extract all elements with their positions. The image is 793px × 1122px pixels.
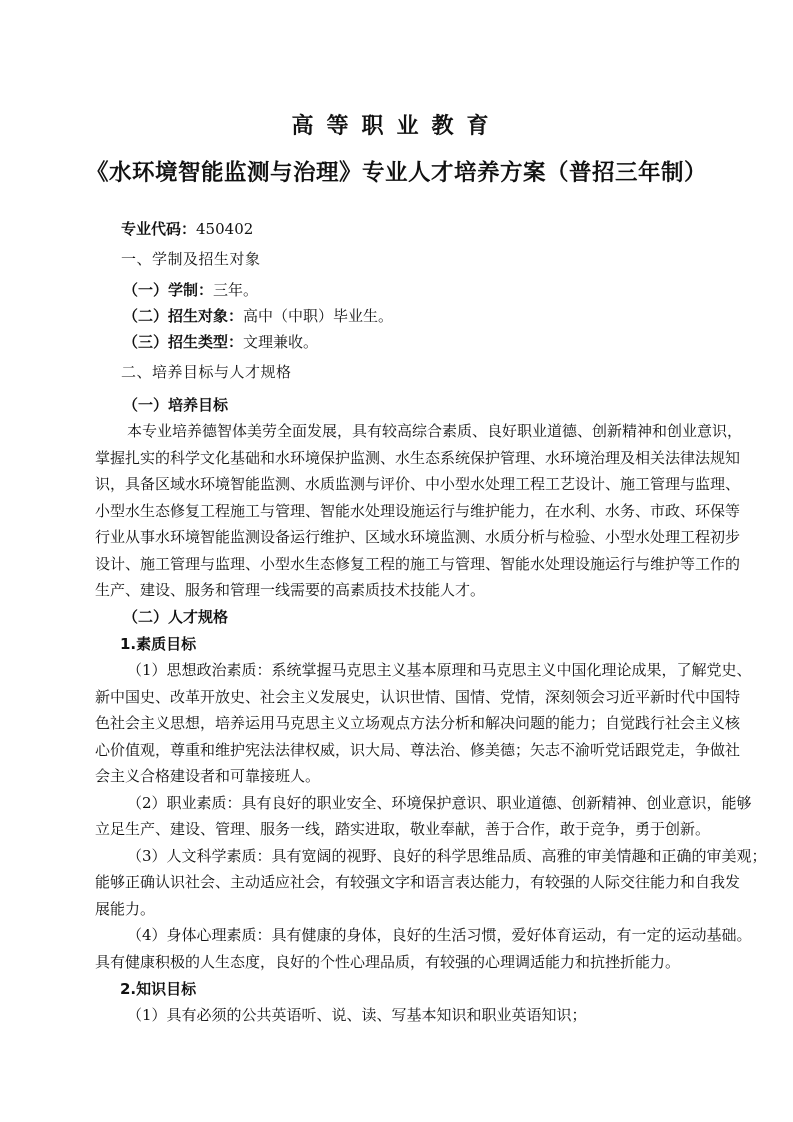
item-label: （二）招生对象：	[123, 307, 244, 325]
goal-line: 设计、施工管理与监理、小型水生态修复工程的施工与管理、智能水处理设施运行与维护等工作的	[95, 555, 741, 573]
quality-p2-line: 立足生产、建设、管理、服务一线，踏实进取，敬业奉献，善于合作，敢于竞争，勇于创新。	[95, 820, 711, 838]
quality-p2-line: （2）职业素质：具有良好的职业安全、环境保护意识、职业道德、创新精神、创业意识，能够	[127, 794, 752, 812]
item-value: 高中（中职）毕业生。	[243, 307, 394, 325]
item-value: 三年。	[213, 281, 259, 299]
goal-line: 本专业培养德智体美劳全面发展，具有较高综合素质、良好职业道德、创新精神和创业意识，	[127, 422, 743, 440]
quality-p1-line: （1）思想政治素质：系统掌握马克思主义基本原理和马克思主义中国化理论成果，了解党史、	[127, 661, 752, 679]
quality-p1-line: 色社会主义思想，培养运用马克思主义立场观点方法分析和解决问题的能力；自觉践行社会主义核	[95, 714, 741, 732]
quality-p1-line: 会主义合格建设者和可靠接班人。	[95, 767, 321, 785]
quality-p3-line: （3）人文科学素质：具有宽阔的视野、良好的科学思维品质、高雅的审美情趣和正确的审美观；	[127, 847, 767, 865]
section1-item-1	[123, 280, 258, 300]
item-value: 文理兼收。	[243, 333, 319, 351]
major-code	[121, 219, 253, 239]
quality-p4-line: 具有健康积极的人生态度，良好的个性心理品质，有较强的心理调适能力和抗挫折能力。	[95, 953, 681, 971]
header-title: 高等职业教育	[291, 114, 502, 139]
quality-p4-line: （4）身体心理素质：具有健康的身体，良好的生活习惯，爱好体育运动，有一定的运动基础。	[127, 926, 752, 944]
quality-p3-line: 展能力。	[95, 900, 156, 918]
quality-p3-line: 能够正确认识社会、主动适应社会，有较强文字和语言表达能力，有较强的人际交往能力和自我发	[95, 873, 741, 891]
talent-spec-heading: （二）人才规格	[123, 608, 229, 626]
goal-line: 小型水生态修复工程施工与管理、智能水处理设施运行与维护能力，在水利、水务、市政、环保等	[95, 502, 741, 520]
quality-p1-line: 新中国史、改革开放史、社会主义发展史，认识世情、国情、党情，深刻领会习近平新时代中国特	[95, 688, 741, 706]
quality-p1-line: 心价值观，尊重和维护宪法法律权威，识大局、尊法治、修美德；矢志不渝听党话跟党走，争做社	[95, 741, 741, 759]
goal-line: 掌握扎实的科学文化基础和水环境保护监测、水生态系统保护管理、水环境治理及相关法律法规知	[95, 449, 741, 467]
goal-line: 行业从事水环境智能监测设备运行维护、区域水环境监测、水质分析与检验、小型水处理工程初步	[95, 528, 741, 546]
section2-heading: 二、培养目标与人才规格	[121, 363, 292, 381]
goal-line: 识，具备区域水环境智能监测、水质监测与评价、中小型水处理工程工艺设计、施工管理与监理、	[95, 475, 741, 493]
knowledge-goal-heading: 2.知识目标	[120, 980, 197, 998]
main-title: 《水环境智能监测与治理》专业人才培养方案（普招三年制）	[85, 160, 707, 186]
item-label: （一）学制：	[123, 281, 214, 299]
goal-line: 生产、建设、服务和管理一线需要的高素质技术技能人才。	[95, 581, 486, 599]
item-label: （三）招生类型：	[123, 333, 244, 351]
major-code-label: 专业代码：	[121, 220, 197, 238]
major-code-value: 450402	[196, 220, 254, 238]
section1-item-3	[123, 332, 318, 352]
section1-item-2	[123, 306, 393, 326]
quality-goal-heading: 1.素质目标	[120, 635, 197, 653]
section1-heading: 一、学制及招生对象	[121, 250, 261, 268]
knowledge-p1-line: （1）具有必须的公共英语听、说、读、写基本知识和职业英语知识；	[127, 1006, 587, 1024]
training-goal-heading: （一）培养目标	[123, 396, 229, 414]
